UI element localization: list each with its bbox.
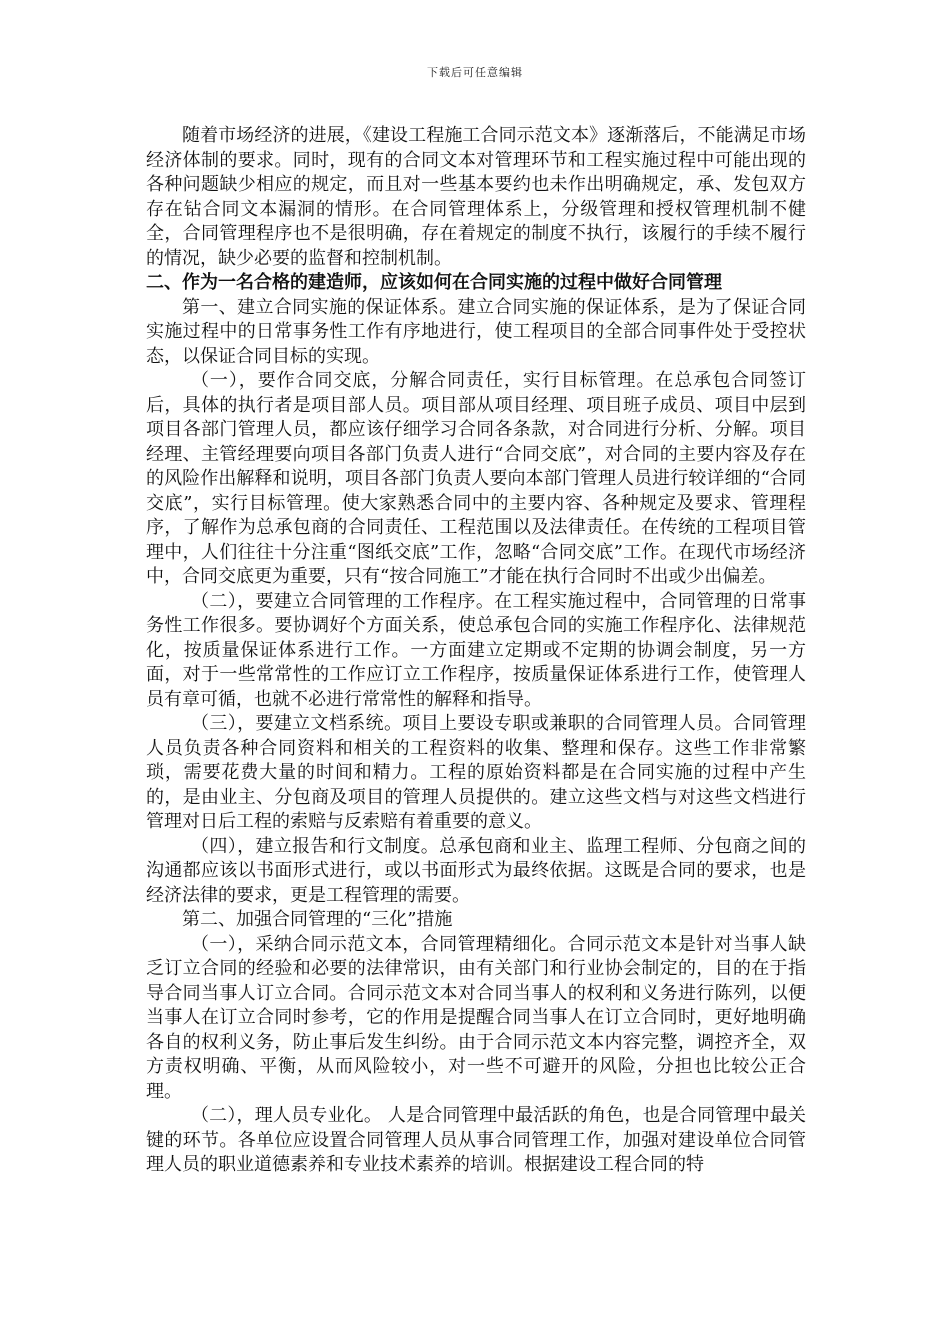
section-heading: 二、作为一名合格的建造师，应该如何在合同实施的过程中做好合同管理: [146, 272, 722, 293]
paragraph: （三），要建立文档系统。项目上要设专职或兼职的合同管理人员。合同管理人员负责各种合同资料和相关的工程资料的收集、整理和保存。这些工作非常繁琐，需要花费大量的时间和精力。工程的原始资料都是在合同实施的过程中产生的，是由业主、分包商及项目的管理人员提供的。建立这些文档与对这些文档进行管理对日后工程的索赔与反索赔有着重要的意义。: [146, 713, 806, 832]
document-body: [146, 124, 806, 1178]
paragraph: 随着市场经济的进展，《建设工程施工合同示范文本》逐渐落后，不能满足市场经济体制的要求。同时，现有的合同文本对管理环节和工程实施过程中可能出现的各种问题缺少相应的规定，而且对一些基本要约也未作出明确规定，承、发包双方存在钻合同文本漏洞的情形。在合同管理体系上，分级管理和授权管理机制不健全，合同管理程序也不是很明确，存在着规定的制度不执行，该履行的手续不履行的情况，缺少必要的监督和控制机制。: [146, 125, 806, 269]
paragraph: （二），要建立合同管理的工作程序。在工程实施过程中，合同管理的日常事务性工作很多。要协调好个方面关系，使总承包合同的实施工作程序化、法律规范化，按质量保证体系进行工作。一方面建立定期或不定期的协调会制度，另一方面，对于一些常常性的工作应订立工作程序，按质量保证体系进行工作，使管理人员有章可循，也就不必进行常常性的解释和指导。: [146, 590, 806, 710]
paragraph: （一），要作合同交底，分解合同责任，实行目标管理。在总承包合同签订后，具体的执行者是项目部人员。项目部从项目经理、项目班子成员、项目中层到项目各部门管理人员，都应该仔细学习合同各条款，对合同进行分析、分解。项目经理、主管经理要向项目各部门负责人进行“合同交底”，对合同的主要内容及存在的风险作出解释和说明，项目各部门负责人要向本部门管理人员进行较详细的“合同交底”，实行目标管理。使大家熟悉合同中的主要内容、各种规定及要求、管理程序，了解作为总承包商的合同责任、工程范围以及法律责任。在传统的工程项目管理中，人们往往十分注重“图纸交底”工作，忽略“合同交底”工作。在现代市场经济中，合同交底更为重要，只有“按合同施工”才能在执行合同时不出或少出偏差。: [146, 370, 806, 587]
paragraph: （一），采纳合同示范文本，合同管理精细化。合同示范文本是针对当事人缺乏订立合同的经验和必要的法律常识，由有关部门和行业协会制定的，目的在于指导合同当事人订立合同。合同示范文本对合同当事人的权利和义务进行陈列，以便当事人在订立合同时参考，它的作用是提醒合同当事人在订立合同时，更好地明确各自的权利义务，防止事后发生纠纷。由于合同示范文本内容完整，调控齐全，双方责权明确、平衡，从而风险较小，对一些不可避开的风险，分担也比较公正合理。: [146, 933, 806, 1102]
paragraph: （二），理人员专业化。 人是合同管理中最活跃的角色，也是合同管理中最关键的环节。各单位应设置合同管理人员从事合同管理工作，加强对建设单位合同管理人员的职业道德素养和专业技术素养的培训。根据建设工程合同的特: [146, 1105, 806, 1175]
page-header: 下载后可任意编辑: [427, 66, 523, 79]
paragraph: （四），建立报告和行文制度。总承包商和业主、监理工程师、分包商之间的沟通都应该以书面形式进行，或以书面形式为最终依据。这既是合同的要求，也是经济法律的要求，更是工程管理的需要。: [146, 835, 806, 906]
paragraph: 第二、加强合同管理的“三化”措施: [182, 909, 453, 930]
paragraph: 第一、建立合同实施的保证体系。建立合同实施的保证体系，是为了保证合同实施过程中的日常事务性工作有序地进行，使工程项目的全部合同事件处于受控状态，以保证合同目标的实现。: [146, 296, 806, 367]
